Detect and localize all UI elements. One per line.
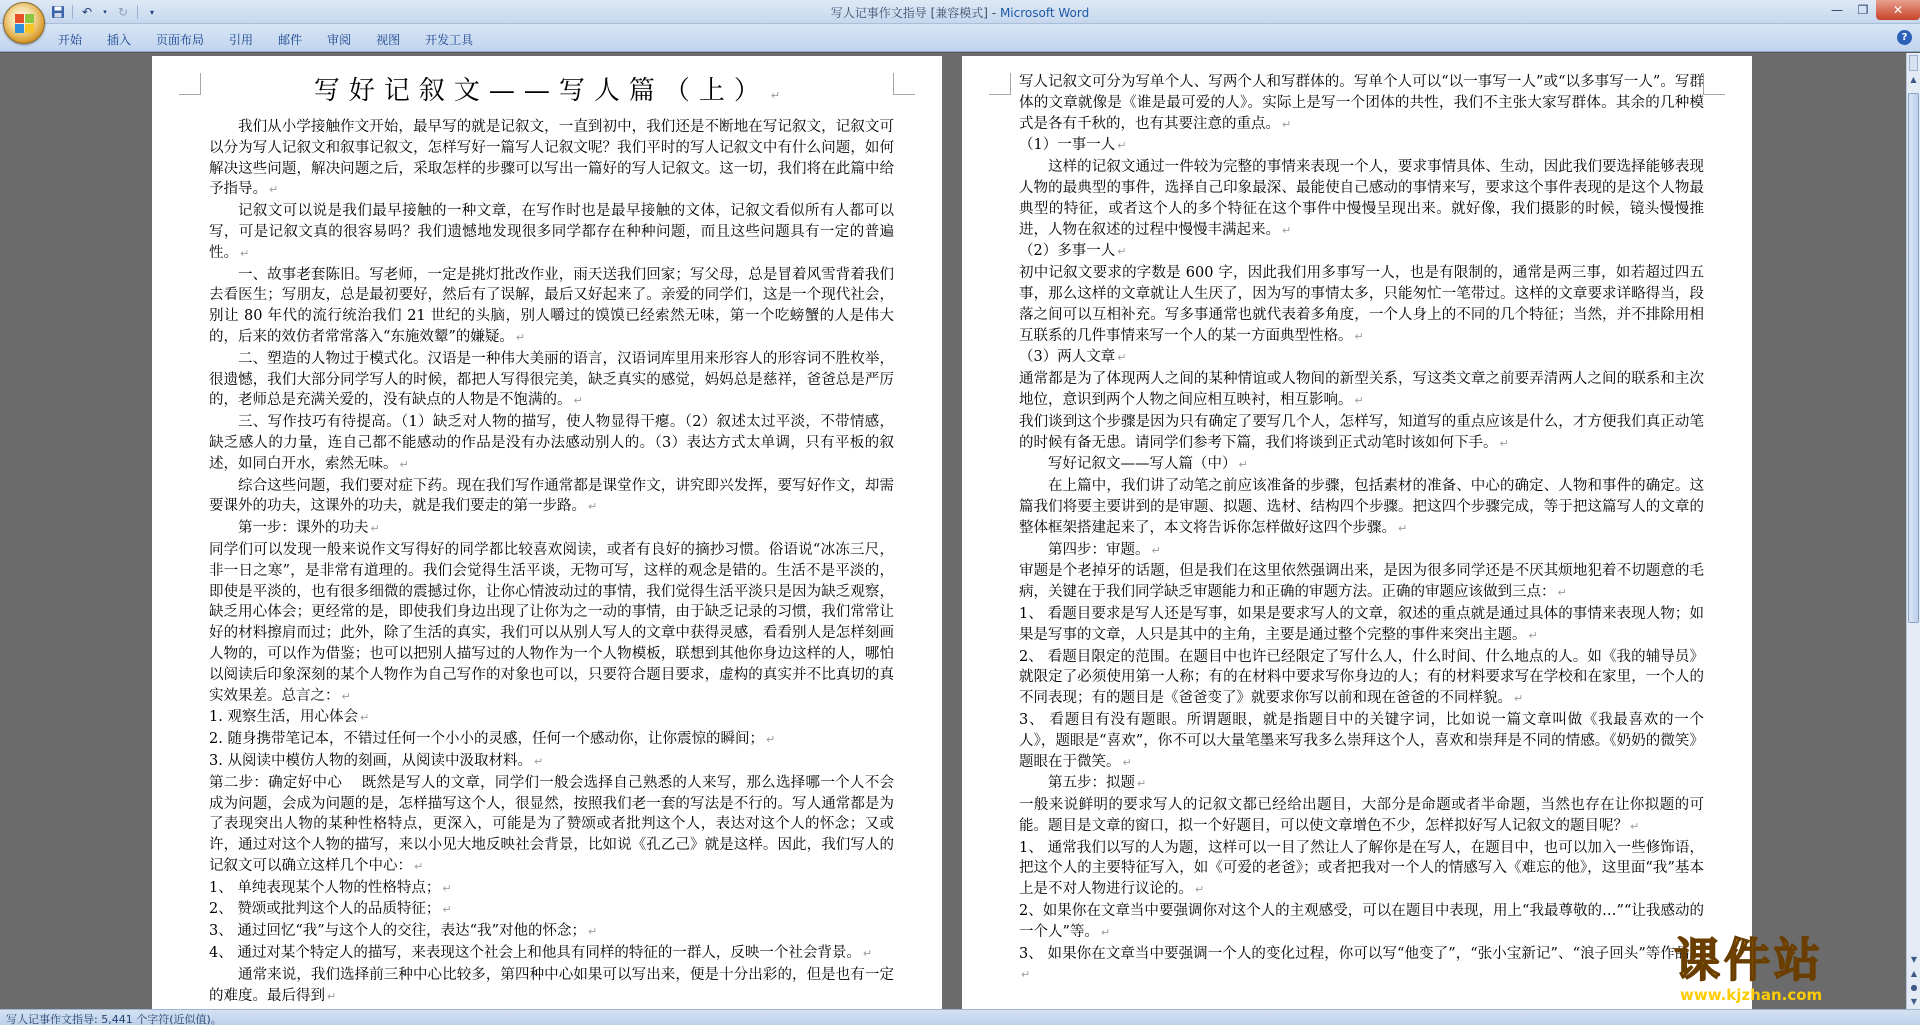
paragraph[interactable] <box>209 476 894 519</box>
paragraph-text: 三、写作技巧有待提高。（1）缺乏对人物的描写，使人物显得干瘪。（2）叙述太过平淡，不带情感，缺乏感人的力量，连自己都不能感动的作品是没有办法感动别人的。（3）表达方式太单调，只有平板的叙述，如同白开水，索然无味。 <box>209 414 894 472</box>
paragraph-mark-icon: ↵ <box>1514 692 1524 706</box>
paragraph[interactable] <box>209 751 894 773</box>
ribbon-tab-bar <box>0 24 1920 52</box>
paragraph-mark-icon: ↵ <box>442 881 452 895</box>
paragraph[interactable] <box>1019 604 1704 647</box>
paragraph-mark-icon: ↵ <box>1151 543 1161 557</box>
paragraph[interactable] <box>1019 795 1704 838</box>
paragraph-text: 2、 赞颂或批判这个人的品质特征； <box>209 901 441 918</box>
paragraph[interactable] <box>1019 263 1704 347</box>
paragraph-mark-icon: ↵ <box>573 394 583 408</box>
paragraph-text: （1）一事一人 <box>1019 137 1116 154</box>
paragraph-mark-icon: ↵ <box>770 89 790 102</box>
paragraph-text: 3. 从阅读中模仿人物的刻画，从阅读中汲取材料。 <box>209 752 532 769</box>
paragraph-mark-icon: ↵ <box>765 733 776 747</box>
page-2[interactable] <box>962 56 1752 1009</box>
title-bar <box>0 0 1920 24</box>
tab-review[interactable]: 审阅 <box>327 33 352 47</box>
help-icon[interactable]: ? <box>1897 30 1912 45</box>
paragraph-text: 第一步：课外的功夫 <box>238 520 369 537</box>
paragraph[interactable] <box>1019 454 1704 476</box>
status-bar <box>0 1009 1920 1025</box>
paragraph[interactable] <box>1019 72 1704 135</box>
paragraph[interactable] <box>209 965 894 1008</box>
paragraph-text: （3）两人文章 <box>1019 349 1116 366</box>
paragraph-mark-icon: ↵ <box>1557 586 1567 600</box>
paragraph-mark-icon: ↵ <box>359 711 370 725</box>
paragraph-mark-icon: ↵ <box>1282 117 1292 131</box>
window-title <box>0 4 1920 21</box>
paragraph-mark-icon: ↵ <box>1354 329 1364 343</box>
paragraph-mark-icon: ↵ <box>1630 819 1640 833</box>
paragraph-text: 第二步：确定好中心 既然是写人的文章，同学们一般会选择自己熟悉的人来写，那么选择哪一个人不会成为问题，会成为问题的是，怎样描写这个人，很显然，按照我们老一套的写法是不行的。写人通常都是为了表现突出人物的某种性格特点，更深入，可能是为了赞颂或者批判这个人，表达对这个人的怀念；又或许，通过对这个人物的描写，来以小见大地反映社会背景，比如说《孔乙己》就是这样。因此，我们写人的记叙文可以确立这样几个中心： <box>209 774 894 874</box>
paragraph[interactable] <box>1019 710 1704 773</box>
tab-references[interactable]: 引用 <box>229 33 254 47</box>
paragraph-mark-icon: ↵ <box>1499 436 1509 450</box>
office-button[interactable] <box>3 2 45 44</box>
paragraph[interactable] <box>209 540 894 707</box>
tab-developer[interactable]: 开发工具 <box>425 33 474 47</box>
paragraph-mark-icon: ↵ <box>370 522 380 536</box>
undo-icon[interactable]: ↶ <box>81 5 93 19</box>
paragraph-text: 3、 看题目有没有题眼。所谓题眼，就是指题目中的关键字词，比如说一篇文章叫做《我最喜欢的一个人》，题眼是“喜欢”，你不可以大量笔墨来写我多么崇拜这个人，喜欢和崇拜是不同的情感。《奶奶的微笑》题眼在于微笑。 <box>1019 711 1704 770</box>
paragraph-text: 综合这些问题，我们要对症下药。现在我们写作通常都是课堂作文，讲究即兴发挥，要写好作文，却需要课外的功夫，这课外的功夫，就是我们要走的第一步路。 <box>209 477 894 515</box>
paragraph-text: 审题是个老掉牙的话题，但是我们在这里依然强调出来，是因为很多同学还是不厌其烦地犯着不切题意的毛病，关键在于我们同学缺乏审题能力和正确的审题方法。正确的审题应该做到三点： <box>1019 563 1704 601</box>
paragraph[interactable] <box>1019 135 1704 157</box>
crop-mark <box>989 73 1011 95</box>
paragraph-mark-icon: ↵ <box>399 457 409 471</box>
crop-mark <box>893 73 915 95</box>
paragraph[interactable] <box>209 921 894 943</box>
paragraph[interactable] <box>209 878 894 900</box>
paragraph[interactable] <box>1019 412 1704 455</box>
office-logo-icon <box>15 14 35 34</box>
paragraph[interactable] <box>209 412 894 475</box>
watermark-title: 课件站 <box>1674 933 1824 987</box>
paragraph[interactable] <box>209 707 894 729</box>
paragraph-text: 通常来说，我们选择前三种中心比较多，第四种中心如果可以写出来，便是十分出彩的，但是也有一定的难度。最后得到 <box>209 966 894 1004</box>
paragraph[interactable] <box>1019 476 1704 539</box>
paragraph-mark-icon: ↵ <box>1117 351 1127 365</box>
view-ruler-button[interactable] <box>1909 55 1918 71</box>
document-heading <box>209 72 894 115</box>
paragraph-text: 第五步：拟题 <box>1048 775 1135 792</box>
paragraph-text: 3、 通过回忆“我”与这个人的交往，表达“我”对他的怀念； <box>209 923 586 940</box>
undo-dropdown-icon[interactable]: ▾ <box>103 8 107 16</box>
minimize-icon[interactable]: — <box>1831 3 1843 17</box>
site-watermark <box>1668 920 1920 1009</box>
paragraph-text: 1、 看题目要求是写人还是写事，如果是要求写人的文章，叙述的重点就是通过具体的事情来表现人物；如果是写事的文章，人只是其中的主角，主要是通过整个完整的事件来突出主题。 <box>1019 605 1704 643</box>
paragraph-text: 我们谈到这个步骤是因为只有确定了要写几个人，怎样写，知道写的重点应该是什么，才方便我们真正动笔的时候有备无患。请同学们参考下篇，我们将谈到正式动笔时该如何下手。 <box>1019 413 1704 451</box>
paragraph[interactable] <box>1019 561 1704 604</box>
page-1-body[interactable] <box>209 72 894 1007</box>
paragraph-mark-icon: ↵ <box>1195 883 1205 897</box>
paragraph-text: 第四步：审题。 <box>1048 541 1150 558</box>
paragraph-mark-icon: ↵ <box>1282 223 1292 237</box>
watermark-url: www.kjzhan.com <box>1680 986 1823 1004</box>
paragraph[interactable] <box>209 518 894 540</box>
ribbon-tabs <box>58 29 498 50</box>
paragraph-mark-icon: ↵ <box>1354 393 1364 407</box>
paragraph[interactable] <box>209 729 894 751</box>
tab-mailings[interactable]: 邮件 <box>278 33 303 47</box>
paragraph[interactable] <box>209 899 894 921</box>
page-2-body[interactable] <box>1019 72 1704 986</box>
previous-page-icon[interactable]: ▲ <box>1910 969 1918 978</box>
paragraph-text: 写人记叙文可分为写单个人、写两个人和写群体的。写单个人可以“以一事写一人”或“以多事写一人”。写群体的文章就像是《谁是最可爱的人》。实际上是写一个团体的共性，我们不主张大家写群体。其余的几种模式是各有千秋的，也有其要注意的重点。 <box>1019 74 1704 132</box>
paragraph-text: 4、 通过对某个特定人的描写，来表现这个社会上和他具有同样的特征的一群人，反映一个社会背景。 <box>209 945 861 962</box>
paragraph[interactable] <box>209 117 894 201</box>
paragraph-mark-icon: ↵ <box>1122 755 1132 769</box>
close-icon[interactable]: ✕ <box>1876 0 1920 20</box>
restore-icon[interactable]: ❐ <box>1857 3 1869 17</box>
paragraph-mark-icon: ↵ <box>442 903 452 917</box>
paragraph-text: 二、塑造的人物过于模式化。汉语是一种伟大美丽的语言，汉语词库里用来形容人的形容词不胜枚举，很遗憾，我们大部分同学写人的时候，都把人写得很完美，缺乏真实的感觉，妈妈总是慈祥，爸爸总是严厉的，老师总是充满关爱的，没有缺点的人物是不饱满的。 <box>209 350 894 409</box>
paragraph[interactable] <box>1019 944 1704 987</box>
paragraph-mark-icon: ↵ <box>862 947 873 961</box>
paragraph-text: 写好记叙文——写人篇（中） <box>1048 456 1237 473</box>
next-page-icon[interactable]: ▼ <box>1910 997 1918 1006</box>
app-name: Microsoft Word <box>999 6 1090 20</box>
scroll-up-icon[interactable]: ▲ <box>1910 75 1917 84</box>
tab-home[interactable]: 开始 <box>58 33 83 47</box>
tab-page-layout[interactable]: 页面布局 <box>156 33 205 47</box>
paragraph-text: 同学们可以发现一般来说作文写得好的同学都比较喜欢阅读，或者有良好的摘抄习惯。俗语说“冰冻三尺，非一日之寒”，是非常有道理的。我们会觉得生活平谈，无物可写，这样的观念是错的。生活不是平淡的，即使是平淡的，也有很多细微的震撼过你，让你心情波动过的事情，我们觉得生活平淡只是因为缺乏观察，缺乏用心体会；更经常的是，即使我们身边出现了让你为之一动的事情，由于缺乏记录的习惯，我们常常让好的材料擦肩而过；此外，除了生活的真实，我们可以从别人写人的文章中获得灵感，看看别人是怎样刻画人物的，可以作为借鉴；也可以把别人描写过的人物作为一个人物模板，联想到其他你身边这样的人，哪怕以阅读后印象深刻的某个人物作为自己写作的对象也可以，只要符合题目要求，虚构的真实并不比真切的真实效果差。总言之： <box>209 541 894 704</box>
paragraph[interactable] <box>209 943 894 965</box>
paragraph[interactable] <box>1019 347 1704 369</box>
paragraph[interactable] <box>1019 773 1704 795</box>
window-controls <box>1824 0 1920 20</box>
paragraph[interactable] <box>209 265 894 349</box>
paragraph[interactable] <box>209 773 894 878</box>
paragraph-mark-icon: ↵ <box>588 500 598 514</box>
paragraph[interactable] <box>1019 901 1704 944</box>
tab-insert[interactable]: 插入 <box>107 33 132 47</box>
scroll-down-icon[interactable]: ▼ <box>1910 955 1918 964</box>
word-count-status[interactable]: 写人记事作文指导: 5,441 个字符(近似值)。 <box>6 1013 222 1025</box>
paragraph-text: 2. 随身携带笔记本，不错过任何一个小小的灵感，任何一个感动你，让你震惊的瞬间； <box>209 731 764 748</box>
paragraph-text: 初中记叙文要求的字数是 600 字，因此我们用多事写一人，也是有限制的，通常是两三事，如若超过四五事，那么这样的文章就让人生厌了，因为写的事情太多，只能匆忙一笔带过。这样的文章要求详略得当，段落之间可以互相补充。写多事通常也就代表着多角度，一个人身上的不同的几个特征；当然，并不排除用相互联系的几件事情来写一个人的某一方面典型性格。 <box>1019 265 1704 344</box>
document-area[interactable] <box>0 53 1906 1009</box>
paragraph-mark-icon: ↵ <box>1137 777 1147 791</box>
paragraph-mark-icon: ↵ <box>533 754 544 768</box>
tab-view[interactable]: 视图 <box>376 33 401 47</box>
paragraph-mark-icon: ↵ <box>1021 968 1031 982</box>
crop-mark <box>179 73 201 95</box>
paragraph-mark-icon: ↵ <box>414 859 424 873</box>
paragraph-mark-icon: ↵ <box>1117 139 1127 153</box>
paragraph-text: 这样的记叙文通过一件较为完整的事情来表现一个人，要求事情具体、生动，因此我们要选择能够表现人物的最典型的事件，选择自己印象最深、最能使自己感动的事情来写，要求这个事件表现的是这个人物最典型的特征，或者这个人的多个特征在这个事件中慢慢呈现出来。就好像，我们摄影的时候，镜头慢慢推进，人物在叙述的过程中慢慢丰满起来。 <box>1019 159 1704 238</box>
paragraph-text: 通常都是为了体现两人之间的某种情谊或人物间的新型关系，写这类文章之前要弄清两人之间的联系和主次地位，意识到两个人物之间应相互映衬，相互影响。 <box>1019 371 1704 408</box>
scroll-thumb[interactable] <box>1908 93 1919 623</box>
paragraph-text: 2、如果你在文章当中要强调你对这个人的主观感受，可以在题目中表现，用上“我最尊敬的…”“让我感动的一个人”等。 <box>1019 903 1704 940</box>
document-title: 写人记事作文指导 [兼容模式] <box>830 6 988 20</box>
paragraph[interactable] <box>1019 157 1704 241</box>
paragraph-text: 1. 观察生活，用心体会 <box>209 709 358 726</box>
paragraph[interactable] <box>1019 647 1704 710</box>
page-1[interactable] <box>152 56 942 1009</box>
paragraph-text: 一、故事老套陈旧。写老师，一定是挑灯批改作业，雨天送我们回家；写父母，总是冒着风雪背着我们去看医生；写朋友，总是最初要好，然后有了误解，最后又好起来了。亲爱的同学们，这是一个现代社会，别让 80 年代的流行统治我们 21 世纪的头脑，别人嚼过的馍馍已经索然无味，第一个吃螃蟹的人是伟大的，后来的效仿者常常落入“东施效颦”的嫌疑。 <box>209 266 894 345</box>
paragraph[interactable] <box>1019 241 1704 263</box>
paragraph-text: 在上篇中，我们讲了动笔之前应该准备的步骤，包括素材的准备、中心的确定、人物和事件的确定。这篇我们将要主要讲到的是审题、拟题、选材、结构四个步骤。把这四个步骤完成，等于把这篇写人的文章的整体框架搭建起来了，本文将告诉你怎样做好这四个步骤。 <box>1019 478 1704 536</box>
paragraph[interactable] <box>1019 540 1704 562</box>
paragraph-mark-icon: ↵ <box>240 246 250 260</box>
paragraph[interactable] <box>1019 838 1704 901</box>
paragraph-mark-icon: ↵ <box>341 689 351 703</box>
paragraph-text: 一般来说鲜明的要求写人的记叙文都已经给出题目，大部分是命题或者半命题，当然也存在让你拟题的可能。题目是文章的窗口，拟一个好题目，可以使文章增色不少，怎样拟好写人记叙文的题目呢？ <box>1019 797 1704 834</box>
paragraph-mark-icon: ↵ <box>1528 628 1538 642</box>
document-heading-text: 写好记叙文——写人篇（上） <box>313 76 769 106</box>
paragraph-mark-icon: ↵ <box>1398 521 1408 535</box>
paragraph-text: 2、 看题目限定的范围。在题目中也许已经限定了写什么人，什么时间、什么地点的人。如《我的辅导员》就限定了必须使用第一人称；有的在材料中要求写你身边的人；有的材料要求写在学校和在家里，一个人的不同表现；有的题目是《爸爸变了》就要求你写以前和现在爸爸的不同样貌。 <box>1019 648 1704 707</box>
paragraph-mark-icon: ↵ <box>1238 458 1248 472</box>
vertical-scrollbar[interactable] <box>1906 53 1920 1009</box>
paragraph-text: 1、 单纯表现某个人物的性格特点； <box>209 879 441 896</box>
title-separator: - <box>987 6 1000 20</box>
paragraph-mark-icon: ↵ <box>1100 925 1111 939</box>
paragraph-text: （2）多事一人 <box>1019 243 1116 260</box>
paragraph-mark-icon: ↵ <box>515 330 526 344</box>
paragraph[interactable] <box>209 201 894 264</box>
paragraph-mark-icon: ↵ <box>327 989 337 1003</box>
paragraph-text: 3、 如果你在文章当中要强调一个人的变化过程，你可以写“他变了”，“张小宝新记”、“浪子回头”等作品。 <box>1019 945 1704 962</box>
paragraph[interactable] <box>1019 369 1704 412</box>
paragraph-text: 我们从小学接触作文开始，最早写的就是记叙文，一直到初中，我们还是不断地在写记叙文，记叙文可以分为写人记叙文和叙事记叙文，怎样写好一篇写人记叙文呢？我们平时的写人记叙文中有什么问题，如何解决这些问题，解决问题之后，采取怎样的步骤可以写出一篇好的写人记叙文。这一切，我们将在此篇中给予指导。 <box>209 119 894 198</box>
paragraph-mark-icon: ↵ <box>587 925 598 939</box>
paragraph-mark-icon: ↵ <box>269 183 279 197</box>
paragraph-text: 1、 通常我们以写的人为题，这样可以一目了然让人了解你是在写人，在题目中，也可以加入一些修饰语，把这个人的主要特征写入，如《可爱的老爸》；或者把我对一个人的情感写入《难忘的他》，这里面“我”基本上是不对人物进行议论的。 <box>1019 839 1704 898</box>
paragraph[interactable] <box>209 349 894 412</box>
customize-dropdown-icon[interactable]: ▾ <box>149 7 154 17</box>
paragraph-text: 记叙文可以说是我们最早接触的一种文章，在写作时也是最早接触的文体，记叙文看似所有人都可以写，可是记叙文真的很容易吗？我们遗憾地发现很多同学都存在种种问题，而且这些问题具有一定的普遍性。 <box>209 203 894 261</box>
redo-icon[interactable]: ↻ <box>117 5 129 19</box>
paragraph-mark-icon: ↵ <box>1117 245 1127 259</box>
browse-object-icon[interactable]: ● <box>1910 983 1918 992</box>
crop-mark <box>1703 73 1725 95</box>
